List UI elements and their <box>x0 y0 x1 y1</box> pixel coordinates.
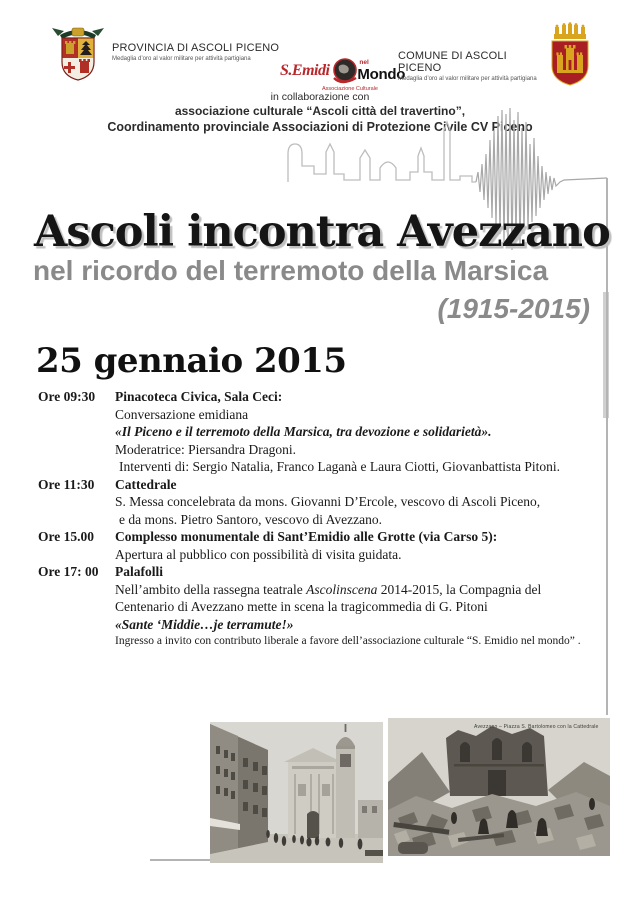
event-venue: Cattedrale <box>115 476 177 492</box>
main-title: Ascoli incontra Avezzano <box>34 207 610 257</box>
event-line: Moderatrice: Piersandra Dragoni. <box>115 441 297 457</box>
event-row-0930 <box>38 388 610 476</box>
event-venue: Pinacoteca Civica, Sala Ceci: <box>115 389 283 404</box>
event-line-prefix: Nell’ambito della rassegna teatrale <box>115 581 307 597</box>
event-line-suffix: 2014-2015, la Compagnia del <box>377 581 542 597</box>
collaboration-line-2: associazione culturale “Ascoli città del travertino”, <box>174 104 466 118</box>
event-line <box>115 581 610 599</box>
semidio-logo <box>280 56 405 86</box>
comune-name: COMUNE DI ASCOLI PICENO <box>398 50 507 74</box>
event-time: Ore 09:30 <box>38 389 96 404</box>
years-range: (1915-2015) <box>437 293 590 324</box>
event-time: Ore 17: 00 <box>38 564 99 579</box>
event-line: Centenario di Avezzano mette in scena la tragicommedia di G. Pitoni <box>115 599 488 614</box>
historic-photo-avezzano-street <box>210 722 383 863</box>
event-line: S. Messa concelebrata da mons. Giovanni D’Ercole, vescovo di Ascoli Piceno, <box>115 494 541 509</box>
event-line: Conversazione emidiana <box>115 406 249 422</box>
provincia-block <box>112 42 279 62</box>
subtitle: nel ricordo del terremoto della Marsica <box>33 255 549 286</box>
collaboration-line-3: Coordinamento provinciale Associazioni di Protezione Civile CV Piceno <box>107 120 533 134</box>
semidio-word2: nel <box>359 59 369 67</box>
event-row-1700 <box>38 563 610 650</box>
event-row-1500 <box>38 528 610 563</box>
photo-caption: Avezzano – Piazza S. Bartolomeo con la Cattedrale <box>474 724 599 730</box>
event-row-1130 <box>38 476 610 529</box>
provincia-name: PROVINCIA DI ASCOLI PICENO <box>112 42 280 54</box>
event-venue: Complesso monumentale di Sant’Emidio alle Grotte (via Carso 5): <box>115 529 498 544</box>
date-heading: 25 gennaio 2015 <box>36 341 347 381</box>
event-note: Ingresso a invito con contributo liberale a favore dell’associazione culturale “S. Emidio nel mondo” . <box>115 635 581 647</box>
event-line: e da mons. Pietro Santoro, vescovo di Avezzano. <box>119 511 382 527</box>
footer-stub-line <box>150 859 212 861</box>
event-line: Interventi di: Sergio Natalia, Franco Laganà e Laura Ciotti, Giovanbattista Pitoni. <box>119 459 561 474</box>
event-quote: «Il Piceno e il terremoto della Marsica, tra devozione e solidarietà». <box>115 424 492 439</box>
comune-coat-of-arms-icon <box>548 22 592 88</box>
program-list <box>38 388 610 650</box>
provincia-motto: Medaglia d’oro al valor militare per attività partigiana <box>112 56 251 62</box>
semidio-word1: S.Emidi <box>280 62 330 79</box>
comune-block <box>398 50 546 82</box>
event-venue: Palafolli <box>115 564 163 579</box>
provincia-coat-of-arms-icon <box>50 24 106 82</box>
semidio-tagline: Associazione Culturale <box>322 86 378 92</box>
semidio-word3: Mondo <box>357 65 406 83</box>
event-time: Ore 15.00 <box>38 529 94 544</box>
event-time: Ore 11:30 <box>38 476 95 492</box>
historic-photo-avezzano-ruins <box>388 718 610 856</box>
globe-icon <box>330 56 360 86</box>
event-line-italic: Ascolinscena <box>306 581 378 597</box>
event-line: Apertura al pubblico con possibilità di visita guidata. <box>115 546 402 562</box>
event-quote: «Sante ‘Middie…je terramute!» <box>115 616 294 632</box>
collaboration-line-1: in collaborazione con <box>270 91 370 103</box>
comune-motto: Medaglia d’oro al valor militare per attività partigiana <box>398 76 537 82</box>
